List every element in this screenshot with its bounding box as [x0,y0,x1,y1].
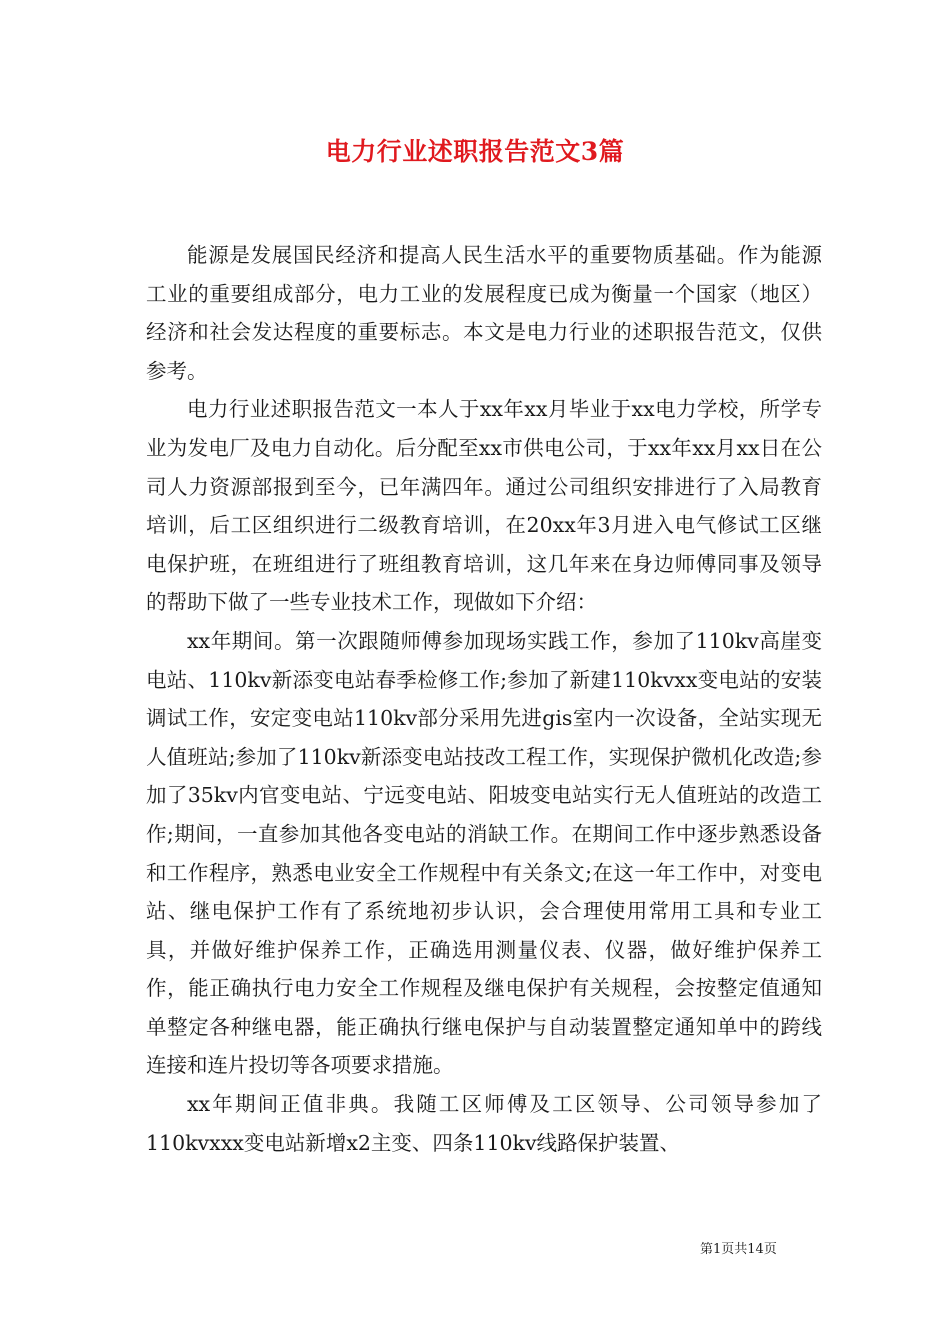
paragraph-report-one: 电力行业述职报告范文一本人于xx年xx月毕业于xx电力学校，所学专业为发电厂及电力自动化。后分配至xx市供电公司，于xx年xx月xx日在公司人力资源部报到至今，已年满四年。通过公司组织安排进行了入局教育培训，后工区组织进行二级教育培训，在20xx年3月进入电气修试工区继电保护班，在班组进行了班组教育培训，这几年来在身边师傅同事及领导的帮助下做了一些专业技术工作，现做如下介绍： [146,397,822,615]
paragraph-year-two: xx年期间正值非典。我随工区师傅及工区领导、公司领导参加了110kvxxx变电站新增x2主变、四条110kv线路保护装置、 [146,1092,822,1155]
page-number-footer: 第1页共14页 [700,1242,777,1257]
page-title: 电力行业述职报告范文3篇 [325,137,625,166]
paragraph-intro: 能源是发展国民经济和提高人民生活水平的重要物质基础。作为能源工业的重要组成部分，电力工业的发展程度已成为衡量一个国家（地区）经济和社会发达程度的重要标志。本文是电力行业的述职报告范文，仅供参考。 [146,243,822,383]
paragraph-year-one: xx年期间。第一次跟随师傅参加现场实践工作，参加了110kv高崖变电站、110kv新添变电站春季检修工作;参加了新建110kvxx变电站的安装调试工作，安定变电站110kv部分采用先进gis室内一次设备，全站实现无人值班站;参加了110kv新添变电站技改工程工作，实现保护微机化改造;参加了35kv内官变电站、宁远变电站、阳坡变电站实行无人值班站的改造工作;期间，一直参加其他各变电站的消缺工作。在期间工作中逐步熟悉设备和工作程序，熟悉电业安全工作规程中有关条文;在这一年工作中，对变电站、继电保护工作有了系统地初步认识，会合理使用常用工具和专业工具，并做好维护保养工作，正确选用测量仪表、仪器，做好维护保养工作，能正确执行电力安全工作规程及继电保护有关规程，会按整定值通知单整定各种继电器，能正确执行继电保护与自动装置整定通知单中的跨线连接和连片投切等各项要求措施。 [146,628,822,1078]
document-body [146,236,822,1162]
